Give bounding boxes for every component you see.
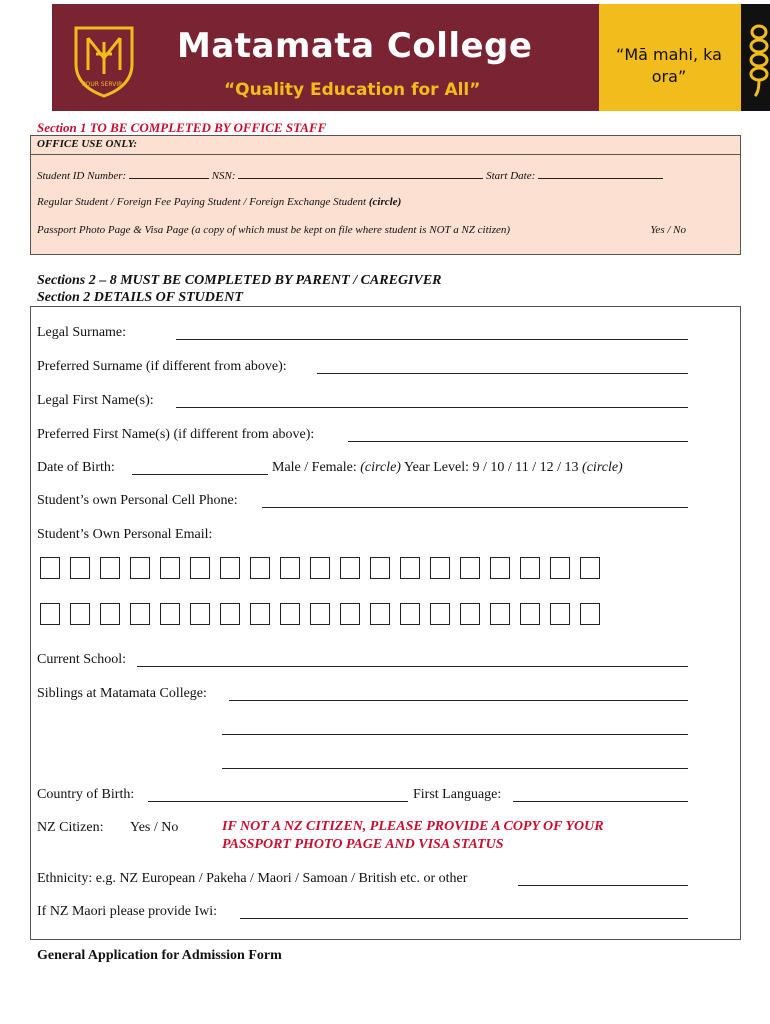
start-date-label: Start Date: [486, 170, 536, 182]
email-char-box[interactable] [250, 557, 270, 579]
siblings-field-2[interactable] [222, 734, 688, 735]
email-char-box[interactable] [490, 557, 510, 579]
legal-surname-label: Legal Surname: [37, 325, 127, 340]
email-label: Student’s Own Personal Email: [37, 527, 213, 542]
section2-heading: Section 2 DETAILS OF STUDENT [37, 290, 243, 305]
citizen-note-line-2: PASSPORT PHOTO PAGE AND VISA STATUS [222, 837, 504, 852]
iwi-label: If NZ Maori please provide Iwi: [37, 904, 217, 919]
office-use-title: OFFICE USE ONLY: [37, 138, 138, 150]
email-char-box[interactable] [220, 603, 240, 625]
nz-citizen-label: NZ Citizen: [37, 820, 104, 835]
section1-heading: Section 1 TO BE COMPLETED BY OFFICE STAFF [37, 120, 327, 135]
email-char-box[interactable] [100, 603, 120, 625]
preferred-surname-field[interactable] [317, 373, 688, 374]
cell-phone-field[interactable] [262, 507, 688, 508]
student-id-label: Student ID Number: [37, 170, 127, 182]
svg-text:POUR SERVIR: POUR SERVIR [82, 81, 123, 88]
siblings-field-1[interactable] [229, 700, 688, 701]
email-char-box[interactable] [310, 557, 330, 579]
email-char-box[interactable] [370, 603, 390, 625]
year-level-options[interactable]: Year Level: 9 / 10 / 11 / 12 / 13 [403, 460, 579, 475]
email-char-box[interactable] [310, 603, 330, 625]
iwi-field[interactable] [240, 918, 688, 919]
office-title-bar [31, 136, 740, 155]
email-char-box[interactable] [190, 557, 210, 579]
email-char-box[interactable] [40, 557, 60, 579]
country-of-birth-label: Country of Birth: [37, 787, 135, 802]
citizen-note-line-1: IF NOT A NZ CITIZEN, PLEASE PROVIDE A COPY OF YOUR [222, 819, 604, 834]
email-char-box[interactable] [130, 603, 150, 625]
gender-year-row [272, 460, 623, 476]
email-char-box[interactable] [580, 603, 600, 625]
email-char-box[interactable] [400, 603, 420, 625]
email-char-box[interactable] [70, 557, 90, 579]
email-char-box[interactable] [520, 557, 540, 579]
email-char-box[interactable] [220, 557, 240, 579]
ethnicity-label: Ethnicity: e.g. NZ European / Pakeha / Maori / Samoan / British etc. or other [37, 871, 468, 886]
email-char-box[interactable] [520, 603, 540, 625]
student-type-options[interactable]: Regular Student / Foreign Fee Paying Student / Foreign Exchange Student [37, 196, 367, 208]
college-crest-icon [72, 24, 136, 98]
ethnicity-field[interactable] [518, 885, 688, 886]
email-char-box[interactable] [550, 557, 570, 579]
legal-first-names-field[interactable] [176, 407, 688, 408]
email-char-box[interactable] [460, 603, 480, 625]
email-char-box[interactable] [580, 557, 600, 579]
form-title-footer: General Application for Admission Form [37, 948, 282, 963]
college-name: Matamata College [177, 26, 533, 66]
koru-icon [746, 22, 770, 98]
nsn-label: NSN: [211, 170, 236, 182]
email-char-box[interactable] [130, 557, 150, 579]
header-banner [52, 4, 726, 111]
preferred-first-names-label: Preferred First Name(s) (if different from above): [37, 427, 315, 442]
office-use-box [30, 135, 741, 255]
email-char-box[interactable] [340, 603, 360, 625]
email-char-box[interactable] [250, 603, 270, 625]
year-circle-note: (circle) [582, 460, 623, 475]
email-char-box[interactable] [160, 557, 180, 579]
college-motto: “Quality Education for All” [224, 80, 481, 100]
email-char-box[interactable] [160, 603, 180, 625]
email-char-box[interactable] [100, 557, 120, 579]
sections-heading [37, 272, 442, 306]
email-boxes-row-2 [40, 603, 600, 625]
nz-citizen-options[interactable]: Yes / No [130, 820, 179, 835]
nsn-field[interactable] [238, 168, 483, 179]
citizen-note [222, 818, 604, 854]
legal-first-names-label: Legal First Name(s): [37, 393, 154, 408]
first-language-label: First Language: [413, 787, 502, 802]
email-char-box[interactable] [490, 603, 510, 625]
siblings-label: Siblings at Matamata College: [37, 686, 207, 701]
passport-note: Passport Photo Page & Visa Page (a copy of which must be kept on file where student is NOT a NZ citizen) [37, 224, 511, 236]
email-char-box[interactable] [190, 603, 210, 625]
siblings-field-3[interactable] [222, 768, 688, 769]
email-char-box[interactable] [70, 603, 90, 625]
passport-yes-no[interactable]: Yes / No [650, 224, 686, 236]
legal-surname-field[interactable] [176, 339, 688, 340]
dob-field[interactable] [132, 474, 268, 475]
sections-2-8-heading: Sections 2 – 8 MUST BE COMPLETED BY PARENT / CAREGIVER [37, 273, 442, 288]
email-char-box[interactable] [430, 603, 450, 625]
cell-phone-label: Student’s own Personal Cell Phone: [37, 493, 238, 508]
office-id-row [37, 168, 663, 182]
email-char-box[interactable] [280, 603, 300, 625]
maori-motto: “Mā mahi, ka ora” [616, 45, 722, 86]
student-type-circle-note: (circle) [368, 196, 402, 208]
student-type-row [37, 196, 401, 208]
email-char-box[interactable] [400, 557, 420, 579]
start-date-field[interactable] [538, 168, 663, 179]
koru-panel [741, 4, 770, 111]
email-char-box[interactable] [430, 557, 450, 579]
preferred-surname-label: Preferred Surname (if different from above): [37, 359, 287, 374]
email-char-box[interactable] [370, 557, 390, 579]
gender-circle-note: (circle) [360, 460, 401, 475]
maori-motto-panel [599, 4, 741, 111]
gender-options[interactable]: Male / Female: [272, 460, 357, 475]
current-school-field[interactable] [137, 666, 688, 667]
current-school-label: Current School: [37, 652, 127, 667]
preferred-first-names-field[interactable] [348, 441, 688, 442]
email-char-box[interactable] [460, 557, 480, 579]
email-char-box[interactable] [280, 557, 300, 579]
country-of-birth-field[interactable] [148, 801, 408, 802]
dob-label: Date of Birth: [37, 460, 115, 475]
student-id-field[interactable] [129, 168, 209, 179]
first-language-field[interactable] [513, 801, 688, 802]
email-char-box[interactable] [550, 603, 570, 625]
email-char-box[interactable] [40, 603, 60, 625]
email-boxes-row-1 [40, 557, 600, 579]
email-char-box[interactable] [340, 557, 360, 579]
